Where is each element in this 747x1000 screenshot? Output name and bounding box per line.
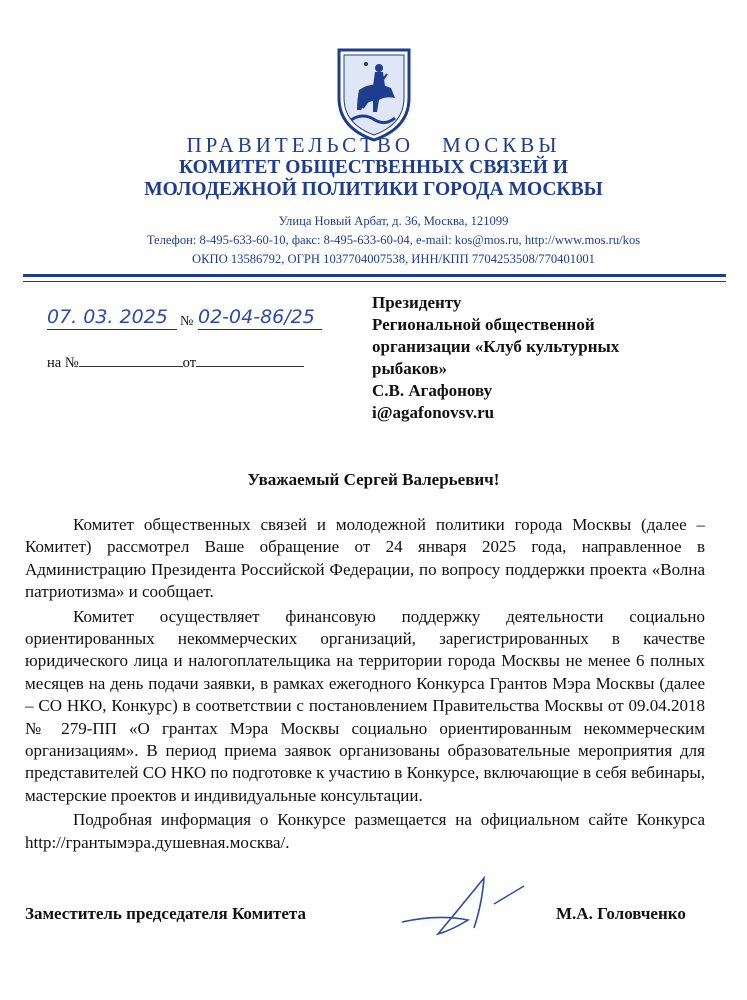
committee-name-line2: МОЛОДЕЖНОЙ ПОЛИТИКИ ГОРОДА МОСКВЫ: [144, 179, 603, 200]
body-paragraph: Комитет осуществляет финансовую поддержку деятельности социально ориентированных некоммерческих организаций, зарегистрированных в качестве юридического лица и налогоплательщика на территории города Москвы не менее 6 полных месяцев на день подачи заявки, в рамках ежегодного Конкурса Грантов Мэра Москвы (далее – СО НКО, Конкурс) в соответствии с постановлением Правительства Москвы от 09.04.2018 № 279-ПП «О грантах Мэра Москвы социально ориентированным некоммерческим организациям». В период приема заявок организованы образовательные мероприятия для представителей СО НКО по подготовке к участию в Конкурсе, включающие в себя вебинары, мастерские проектов и индивидуальные консультации.: [25, 606, 705, 805]
letterhead-address: Улица Новый Арбат, д. 36, Москва, 121099: [278, 214, 509, 228]
addressee-block: [372, 292, 712, 424]
reference-prefix: на №: [47, 355, 79, 371]
body-paragraph: Подробная информация о Конкурсе размещается на официальном сайте Конкурса http://грантымэра.душевная.москва/.: [25, 810, 705, 852]
addressee-line: Региональной общественной: [372, 315, 595, 334]
salutation: Уважаемый Сергей Валерьевич!: [247, 470, 500, 489]
registration-number: 02-04-86/25: [198, 306, 322, 330]
org-name: [0, 133, 747, 158]
addressee-line: Президенту: [372, 293, 462, 312]
letterhead-divider-thin: [23, 281, 726, 282]
letterhead-divider-thick: [23, 274, 726, 277]
reference-date-blank: [196, 355, 304, 367]
reference-line: [47, 355, 304, 372]
addressee-email: i@agafonovsv.ru: [372, 403, 495, 422]
body-paragraph: Комитет общественных связей и молодежной политики города Москвы (далее – Комитет) рассмотрел Ваше обращение от 24 января 2025 года, направленное в Администрацию Президента Российской Федерации, по вопросу поддержки проекта «Волна патриотизма» и сообщает.: [25, 515, 705, 602]
addressee-line: рыбаков»: [372, 359, 448, 378]
registration-number-sign: №: [180, 314, 194, 329]
moscow-coat-of-arms-icon: [333, 46, 415, 142]
signer-name: М.А. Головченко: [556, 904, 686, 923]
committee-name-line1: КОМИТЕТ ОБЩЕСТВЕННЫХ СВЯЗЕЙ И: [178, 157, 569, 178]
reference-number-blank: [79, 355, 183, 367]
letterhead-codes: ОКПО 13586792, ОГРН 1037704007538, ИНН/КПП 7704253508/770401001: [192, 252, 595, 266]
handwritten-signature-icon: [398, 870, 538, 940]
addressee-line: организации «Клуб культурных: [372, 337, 620, 356]
registration-date: 07. 03. 2025: [47, 306, 177, 330]
reference-from: от: [182, 355, 197, 371]
org-word-moscow: МОСКВЫ: [442, 133, 561, 157]
addressee-line: С.В. Агафонову: [372, 381, 493, 400]
letterhead-contacts: Телефон: 8-495-633-60-10, факс: 8-495-633-60-04, e-mail: kos@mos.ru, http://www.mos.ru/kos: [146, 233, 641, 247]
letter-body: [25, 514, 705, 856]
org-word-government: ПРАВИТЕЛЬСТВО: [186, 133, 415, 157]
signer-title: Заместитель председателя Комитета: [25, 904, 306, 923]
